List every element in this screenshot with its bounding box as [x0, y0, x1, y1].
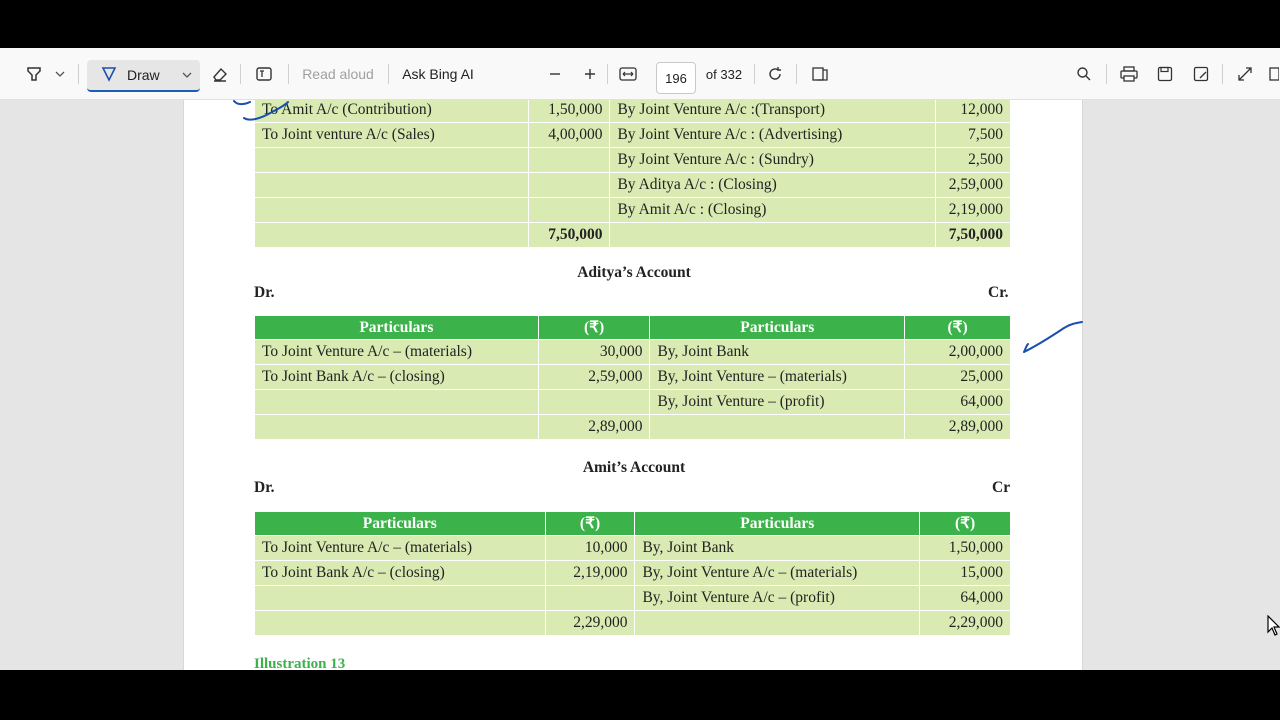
aditya-account-title: Aditya’s Account	[577, 264, 691, 281]
read-aloud-button[interactable]: Read aloud	[302, 66, 374, 82]
column-header: Particulars	[255, 512, 546, 536]
cell: By Amit A/c : (Closing)	[610, 198, 936, 223]
table-row	[255, 340, 1011, 365]
amit-dr-label: Dr.	[254, 479, 275, 496]
cell: 7,500	[936, 123, 1011, 148]
pdf-page	[183, 100, 1083, 670]
table-row	[255, 198, 1011, 223]
mouse-cursor-icon	[1266, 615, 1280, 637]
cell: To Joint Bank A/c – (closing)	[255, 365, 539, 390]
cell	[255, 198, 529, 223]
fit-page-icon[interactable]	[616, 48, 640, 100]
separator	[288, 64, 289, 84]
cell: By Aditya A/c : (Closing)	[610, 173, 936, 198]
cell: By, Joint Bank	[650, 340, 905, 365]
cell	[528, 148, 610, 173]
column-header: (₹)	[920, 512, 1011, 536]
cell: By, Joint Venture A/c – (materials)	[635, 561, 920, 586]
cell: 30,000	[538, 340, 650, 365]
amit-account-table	[254, 511, 1011, 636]
column-header: Particulars	[650, 316, 905, 340]
cell: 1,50,000	[528, 100, 610, 123]
amit-account-title: Amit’s Account	[582, 459, 686, 476]
joint-bank-table-continued	[254, 100, 1011, 248]
cell: 25,000	[905, 365, 1011, 390]
cell	[255, 223, 529, 248]
cell: To Joint Venture A/c – (materials)	[255, 536, 546, 561]
header-row	[255, 512, 1011, 536]
print-icon[interactable]	[1118, 48, 1140, 100]
cell: To Joint Bank A/c – (closing)	[255, 561, 546, 586]
column-header: Particulars	[255, 316, 539, 340]
zoom-in-icon[interactable]	[580, 48, 600, 100]
cell: 10,000	[545, 536, 635, 561]
total-right: 2,29,000	[920, 611, 1011, 636]
table-row	[255, 390, 1011, 415]
column-header: Particulars	[635, 512, 920, 536]
cell: By Joint Venture A/c :(Transport)	[610, 100, 936, 123]
cell: 4,00,000	[528, 123, 610, 148]
separator	[607, 64, 608, 84]
cell	[255, 586, 546, 611]
document-viewer[interactable]	[0, 100, 1280, 670]
table-row	[255, 536, 1011, 561]
column-header: (₹)	[538, 316, 650, 340]
cell	[255, 173, 529, 198]
draw-button[interactable]	[87, 60, 200, 92]
total-left: 7,50,000	[528, 223, 610, 248]
aditya-dr-label: Dr.	[254, 284, 275, 301]
highlight-icon[interactable]	[22, 48, 46, 100]
column-header: (₹)	[545, 512, 635, 536]
cell: To Joint venture A/c (Sales)	[255, 123, 529, 148]
bottom-letterbox	[0, 670, 1280, 720]
cell: 2,00,000	[905, 340, 1011, 365]
pdf-toolbar	[0, 48, 1280, 100]
illustration-heading: Illustration 13	[254, 656, 346, 670]
page-number-input[interactable]: 196	[656, 62, 696, 94]
chevron-down-icon[interactable]	[52, 48, 68, 100]
separator	[78, 64, 79, 84]
amit-cr-label: Cr	[992, 479, 1011, 496]
total-right: 2,89,000	[905, 415, 1011, 440]
table-row	[255, 148, 1011, 173]
cell: 2,59,000	[538, 365, 650, 390]
aditya-account-table	[254, 315, 1011, 440]
ask-bing-ai-button[interactable]: Ask Bing AI	[402, 66, 474, 82]
cell: To Joint Venture A/c – (materials)	[255, 340, 539, 365]
cell	[610, 223, 936, 248]
cell	[255, 390, 539, 415]
cell: 1,50,000	[920, 536, 1011, 561]
separator	[388, 64, 389, 84]
cell: 15,000	[920, 561, 1011, 586]
cell: 64,000	[920, 586, 1011, 611]
cell: By, Joint Venture – (profit)	[650, 390, 905, 415]
header-row	[255, 316, 1011, 340]
cell: 2,59,000	[936, 173, 1011, 198]
cell	[635, 611, 920, 636]
expand-icon[interactable]	[1234, 48, 1256, 100]
separator	[1222, 64, 1223, 84]
top-letterbox	[0, 0, 1280, 48]
chevron-down-icon	[182, 67, 192, 83]
page-total: of 332	[705, 66, 743, 82]
rotate-icon[interactable]	[764, 48, 786, 100]
pen-icon	[101, 66, 117, 85]
table-row	[255, 365, 1011, 390]
cell	[255, 611, 546, 636]
search-icon[interactable]	[1073, 48, 1095, 100]
cell	[528, 173, 610, 198]
more-icon[interactable]	[1266, 48, 1280, 100]
table-row	[255, 173, 1011, 198]
separator	[754, 64, 755, 84]
aditya-cr-label: Cr.	[988, 284, 1009, 301]
separator	[240, 64, 241, 84]
cell: By, Joint Bank	[635, 536, 920, 561]
cell	[528, 198, 610, 223]
save-as-icon[interactable]	[1190, 48, 1212, 100]
cell: By Joint Venture A/c : (Advertising)	[610, 123, 936, 148]
draw-label: Draw	[127, 67, 160, 83]
cell: 64,000	[905, 390, 1011, 415]
cell	[538, 390, 650, 415]
total-right: 7,50,000	[936, 223, 1011, 248]
cell: By Joint Venture A/c : (Sundry)	[610, 148, 936, 173]
eraser-icon[interactable]	[208, 48, 232, 100]
cell	[650, 415, 905, 440]
separator	[1106, 64, 1107, 84]
cell: 2,500	[936, 148, 1011, 173]
save-icon[interactable]	[1154, 48, 1176, 100]
zoom-out-icon[interactable]	[545, 48, 565, 100]
total-row	[255, 415, 1011, 440]
text-box-icon[interactable]	[252, 48, 276, 100]
cell: To Amit A/c (Contribution)	[255, 100, 529, 123]
cell: By, Joint Venture – (materials)	[650, 365, 905, 390]
cell: 2,19,000	[545, 561, 635, 586]
table-row	[255, 586, 1011, 611]
total-left: 2,29,000	[545, 611, 635, 636]
total-row	[255, 611, 1011, 636]
total-left: 2,89,000	[538, 415, 650, 440]
total-row	[255, 223, 1011, 248]
table-row	[255, 100, 1011, 123]
cell	[255, 148, 529, 173]
page-view-icon[interactable]	[808, 48, 832, 100]
cell	[545, 586, 635, 611]
cell	[255, 415, 539, 440]
cell: By, Joint Venture A/c – (profit)	[635, 586, 920, 611]
table-row	[255, 123, 1011, 148]
table-row	[255, 561, 1011, 586]
cell: 12,000	[936, 100, 1011, 123]
cell: 2,19,000	[936, 198, 1011, 223]
column-header: (₹)	[905, 316, 1011, 340]
separator	[796, 64, 797, 84]
